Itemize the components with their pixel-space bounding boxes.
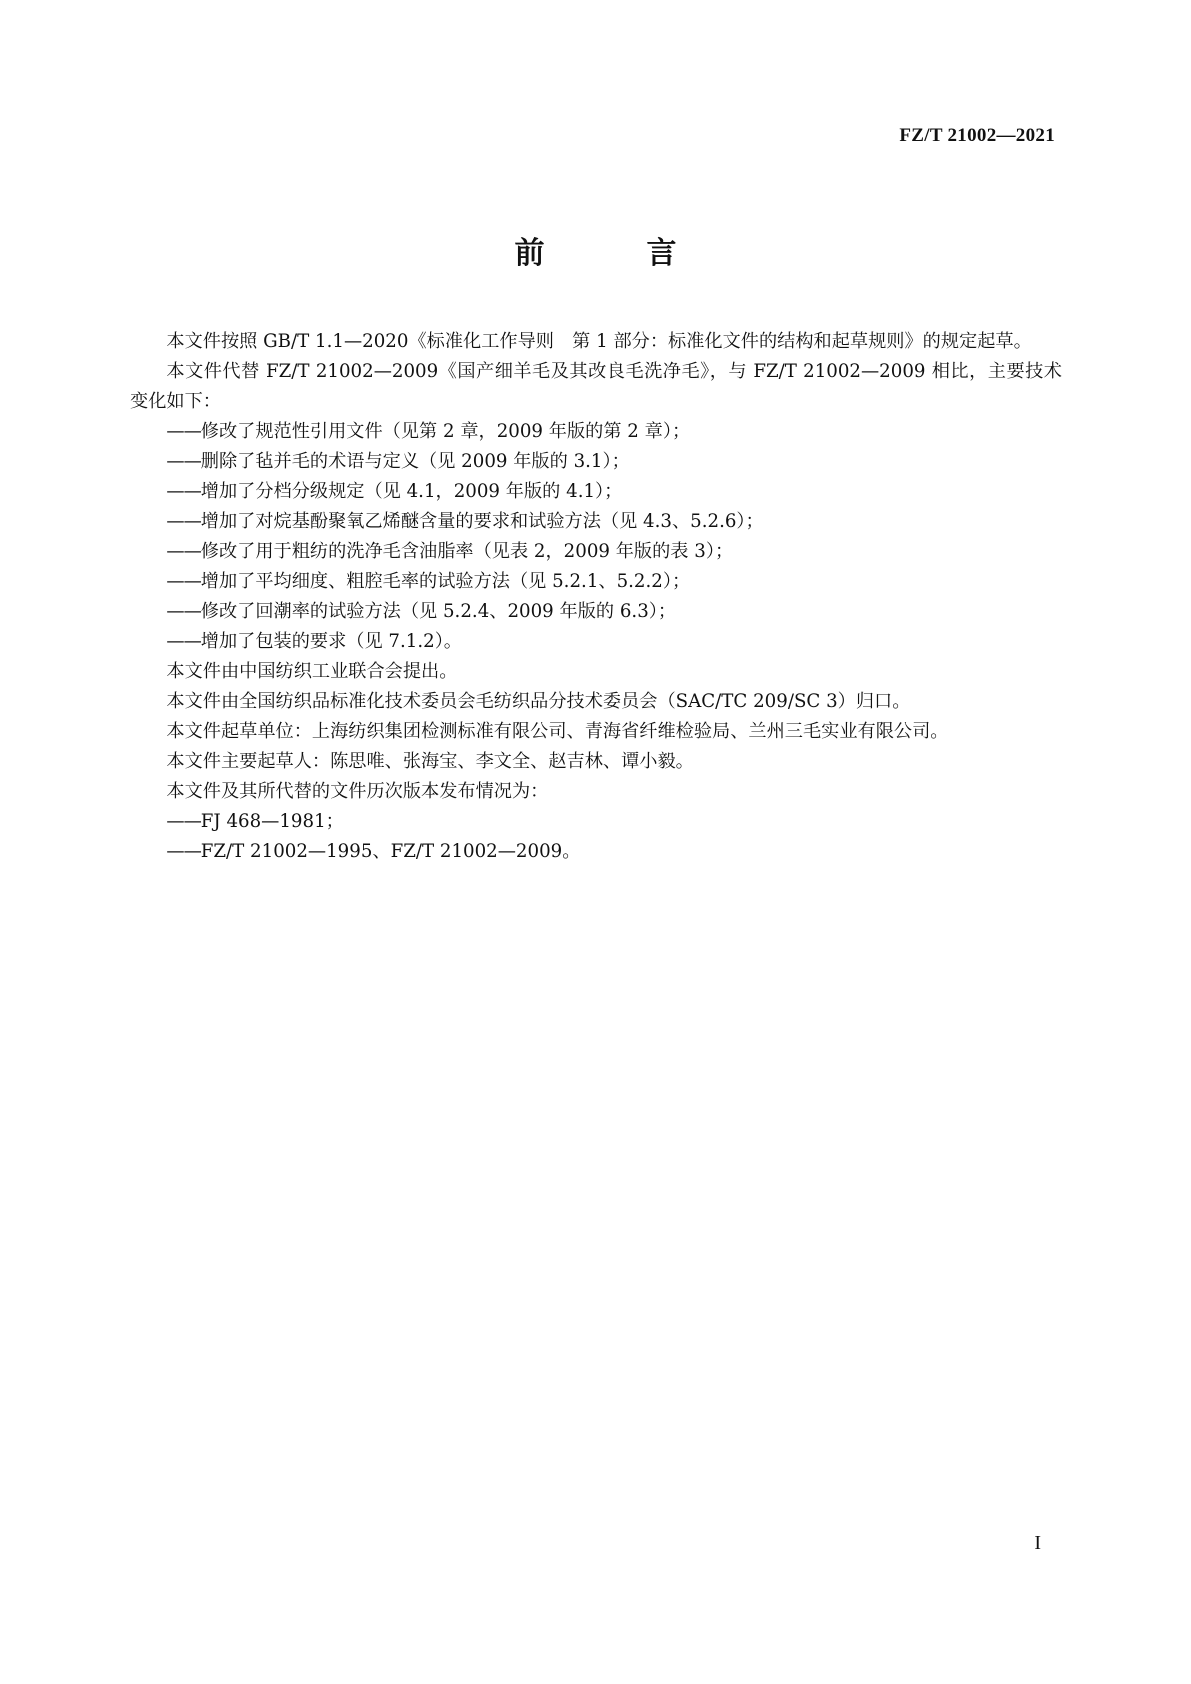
list-item bbox=[130, 447, 1062, 477]
list-item bbox=[130, 627, 1062, 657]
history-list bbox=[130, 807, 1062, 867]
list-item bbox=[130, 807, 1062, 837]
paragraph-drafting-units: 本文件起草单位：上海纺织集团检测标准有限公司、青海省纤维检验局、兰州三毛实业有限公司。 bbox=[166, 721, 949, 742]
dash-mark: —— bbox=[166, 631, 201, 652]
dash-mark: —— bbox=[166, 571, 201, 592]
list-item-text: FZ/T 21002—1995、FZ/T 21002—2009。 bbox=[200, 841, 581, 862]
dash-mark: —— bbox=[166, 511, 201, 532]
list-item bbox=[130, 597, 1062, 627]
paragraph-proposer: 本文件由中国纺织工业联合会提出。 bbox=[166, 661, 458, 682]
dash-mark: —— bbox=[166, 541, 201, 562]
list-item-text: 删除了毡并毛的术语与定义（见 2009 年版的 3.1）； bbox=[200, 451, 630, 472]
paragraph-history-intro: 本文件及其所代替的文件历次版本发布情况为： bbox=[166, 781, 549, 802]
dash-mark: —— bbox=[166, 601, 201, 622]
dash-mark: —— bbox=[166, 481, 201, 502]
list-item-text: 增加了分档分级规定（见 4.1，2009 年版的 4.1）； bbox=[200, 481, 623, 502]
list-item-text: 增加了对烷基酚聚氧乙烯醚含量的要求和试验方法（见 4.3、5.2.6）； bbox=[200, 511, 764, 532]
list-item-text: FJ 468—1981； bbox=[200, 811, 344, 832]
list-item bbox=[130, 537, 1062, 567]
dash-mark: —— bbox=[166, 811, 201, 832]
changes-list bbox=[130, 417, 1062, 657]
list-item bbox=[130, 837, 1062, 867]
dash-mark: —— bbox=[166, 451, 201, 472]
list-item-text: 修改了回潮率的试验方法（见 5.2.4、2009 年版的 6.3）； bbox=[200, 601, 677, 622]
list-item bbox=[130, 507, 1062, 537]
list-item-text: 修改了规范性引用文件（见第 2 章，2009 年版的第 2 章）； bbox=[200, 421, 691, 442]
page-title: 前 言 bbox=[514, 236, 713, 271]
paragraph-drafting-rules: 本文件按照 GB/T 1.1—2020《标准化工作导则 第 1 部分：标准化文件的结构和起草规则》的规定起草。 bbox=[166, 331, 1032, 352]
list-item-text: 修改了用于粗纺的洗净毛含油脂率（见表 2，2009 年版的表 3）； bbox=[200, 541, 734, 562]
dash-mark: —— bbox=[166, 421, 201, 442]
page-number: I bbox=[1034, 1532, 1041, 1554]
list-item-text: 增加了平均细度、粗腔毛率的试验方法（见 5.2.1、5.2.2）； bbox=[200, 571, 691, 592]
foreword-body bbox=[130, 327, 1062, 867]
document-code: FZ/T 21002—2021 bbox=[899, 125, 1055, 146]
paragraph-replacement: 本文件代替 FZ/T 21002—2009《国产细羊毛及其改良毛洗净毛》，与 FZ/T 21002—2009 相比，主要技术变化如下： bbox=[130, 361, 1062, 412]
list-item bbox=[130, 477, 1062, 507]
paragraph-drafters: 本文件主要起草人：陈思唯、张海宝、李文全、赵吉林、谭小毅。 bbox=[166, 751, 694, 772]
list-item-text: 增加了包装的要求（见 7.1.2）。 bbox=[200, 631, 462, 652]
list-item bbox=[130, 417, 1062, 447]
list-item bbox=[130, 567, 1062, 597]
paragraph-committee: 本文件由全国纺织品标准化技术委员会毛纺织品分技术委员会（SAC/TC 209/SC 3）归口。 bbox=[166, 691, 911, 712]
dash-mark: —— bbox=[166, 841, 201, 862]
